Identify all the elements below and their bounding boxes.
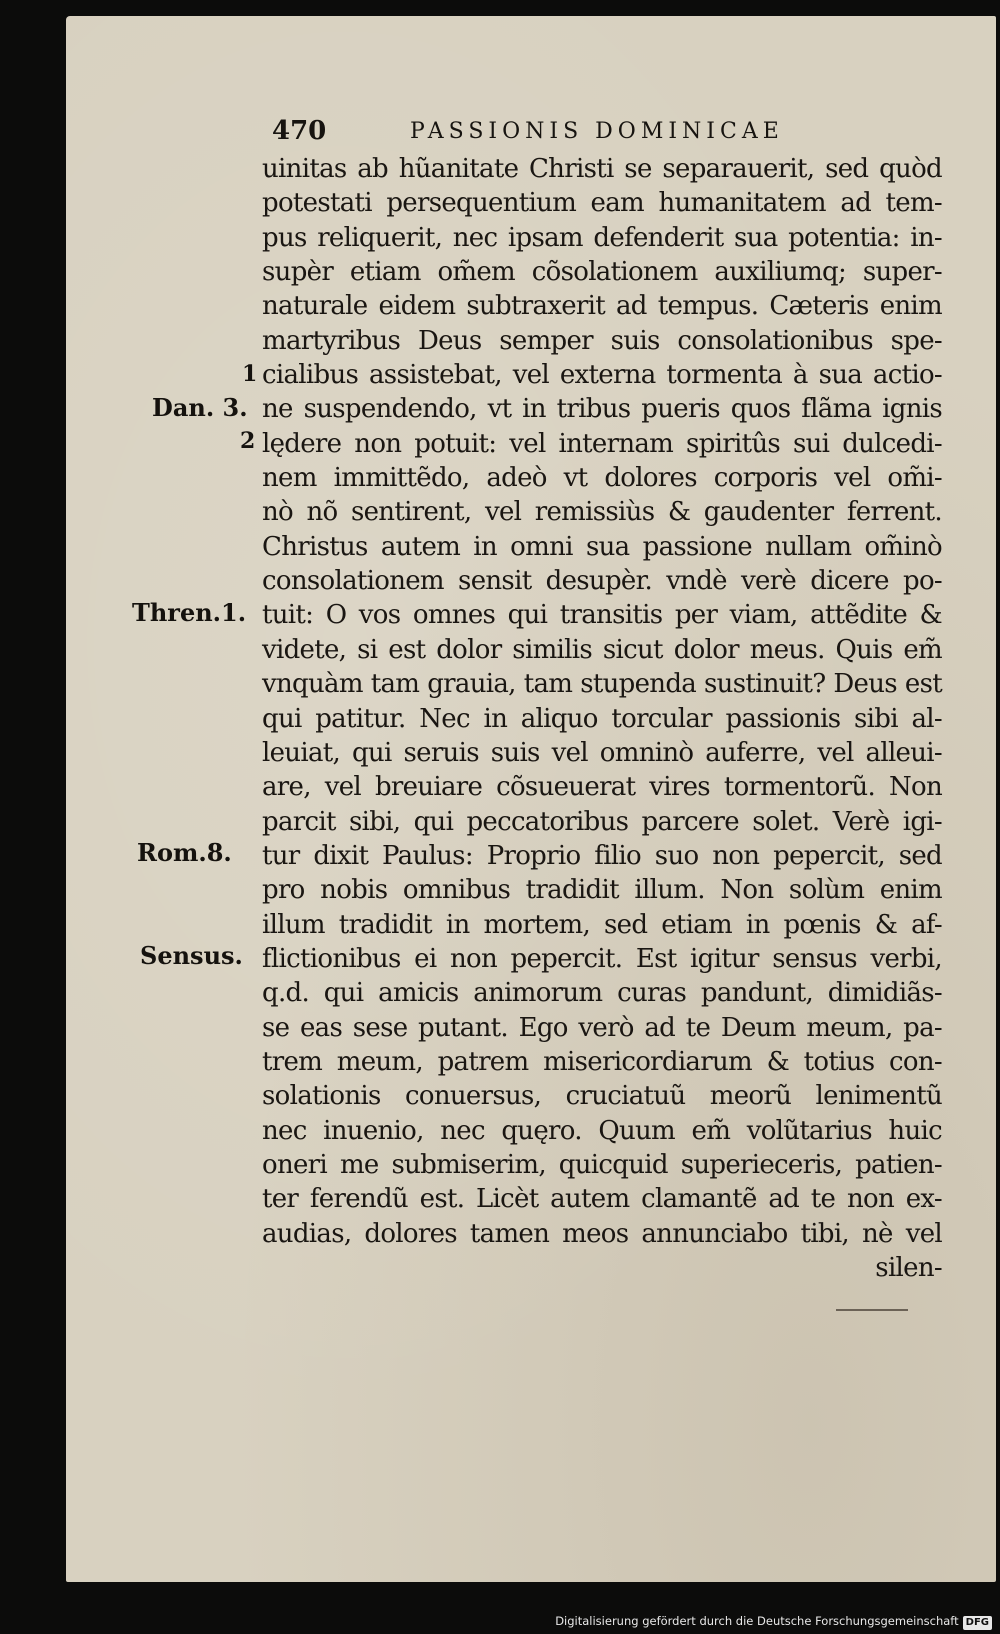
margin-ref-threni: Thren.1. [132, 598, 247, 627]
text-line: tuit: O vos omnes qui transitis per viam, attẽdite & [262, 600, 942, 631]
body-text [262, 152, 942, 1285]
margin-ref-romans: Rom.8. [137, 838, 232, 867]
text-line: potestati persequentium eam humanitatem ad tem- [262, 188, 942, 219]
running-title: PASSIONIS DOMINICAE [410, 119, 784, 144]
text-line: pus reliquerit, nec ipsam defenderit sua potentia: in- [262, 222, 942, 253]
page-number: 470 [272, 116, 327, 146]
text-line: uinitas ab hũanitate Christi se separauerit, sed quòd [262, 154, 942, 184]
text-line: ne suspendendo, vt in tribus pueris quos flãma ignis [262, 394, 942, 425]
text-line: qui patitur. Nec in aliquo torcular passionis sibi al- [262, 703, 942, 734]
text-line: nò nõ sentirent, vel remissiùs & gaudenter ferrent. [262, 497, 942, 528]
text-line: cialibus assistebat, vel externa tormenta à sua actio- [262, 360, 942, 391]
text-line: illum tradidit in mortem, sed etiam in pœnis & af- [262, 909, 942, 940]
text-line: are, vel breuiare cõsueuerat vires tormentorũ. Non [262, 772, 942, 803]
catchword-underline [836, 1309, 908, 1311]
text-line: Christus autem in omni sua passione nullam om̃inò [262, 531, 942, 562]
text-line: solationis conuersus, cruciatuũ meorũ lenimentũ [262, 1081, 942, 1112]
catchword: silen- [875, 1253, 942, 1283]
text-line: vnquàm tam grauia, tam stupenda sustinuit? Deus est [262, 669, 942, 700]
running-head [272, 116, 852, 150]
text-line: nec inuenio, nec quęro. Quum em̃ volũtarius huic [262, 1115, 942, 1146]
credit-text: Digitalisierung gefördert durch die Deutsche Forschungsgemeinschaft [555, 1614, 959, 1628]
text-line: martyribus Deus semper suis consolationibus spe- [262, 325, 942, 356]
text-line: tur dixit Paulus: Proprio filio suo non pepercit, sed [262, 840, 942, 871]
text-line: supèr etiam om̃em cõsolationem auxiliumq; super- [262, 257, 942, 288]
text-line: pro nobis omnibus tradidit illum. Non solùm enim [262, 875, 942, 906]
margin-ref-daniel: Dan. 3. [152, 393, 248, 422]
text-line: audias, dolores tamen meos annunciabo tibi, nè vel [262, 1218, 942, 1249]
text-line: trem meum, patrem misericordiarum & totius con- [262, 1046, 942, 1077]
text-line: nem immittẽdo, adeò vt dolores corporis vel om̃i- [262, 463, 942, 494]
text-line: se eas sese putant. Ego verò ad te Deum meum, pa- [262, 1012, 942, 1043]
text-line: leuiat, qui seruis suis vel omninò auferre, vel alleui- [262, 737, 942, 768]
digitization-credit [555, 1610, 992, 1632]
text-line: oneri me submiserim, quicquid superieceris, patien- [262, 1149, 942, 1180]
margin-numeral-2: 2 [240, 428, 256, 454]
text-line: flictionibus ei non pepercit. Est igitur sensus verbi, [262, 943, 942, 974]
text-line: ter ferendũ est. Licèt autem clamantẽ ad te non ex- [262, 1184, 942, 1215]
text-line: videte, si est dolor similis sicut dolor meus. Quis em̃ [262, 634, 942, 665]
text-line: lędere non potuit: vel internam spiritûs sui dulcedi- [262, 428, 942, 459]
text-line: q.d. qui amicis animorum curas pandunt, dimidiãs- [262, 978, 942, 1009]
margin-note-sensus: Sensus. [140, 941, 243, 970]
margin-numeral-1: 1 [242, 361, 258, 387]
text-line: naturale eidem subtraxerit ad tempus. Cæteris enim [262, 291, 942, 322]
dfg-logo: DFG [963, 1616, 992, 1630]
text-line: consolationem sensit desupèr. vndè verè dicere po- [262, 566, 942, 597]
text-line: parcit sibi, qui peccatoribus parcere solet. Verè igi- [262, 806, 942, 837]
